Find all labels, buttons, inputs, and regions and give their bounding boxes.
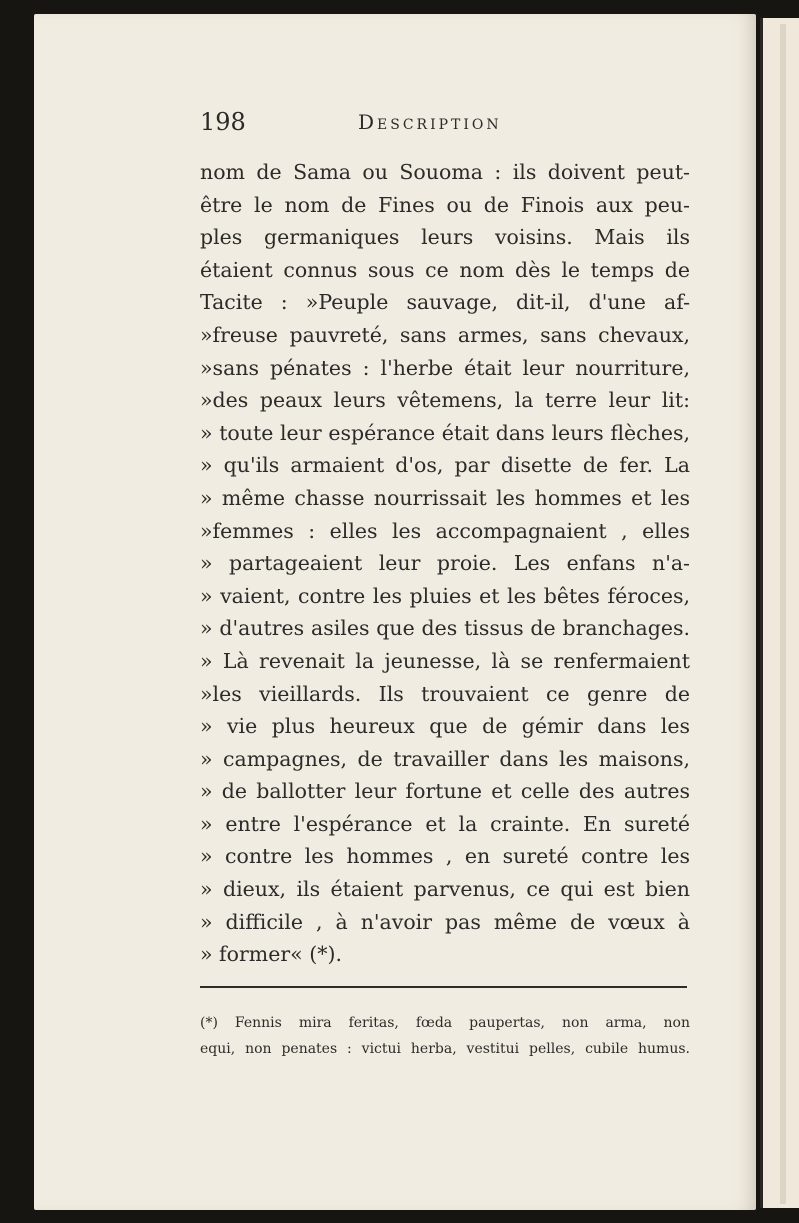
text-line: » vaient, contre les pluies et les bêtes féroces, bbox=[200, 583, 690, 608]
body-text bbox=[200, 156, 690, 971]
page-edge-shadow bbox=[780, 24, 786, 1204]
text-line: nom de Sama ou Souoma : ils doivent peut- bbox=[200, 160, 690, 184]
text-line: » difficile , à n'avoir pas même de vœux à bbox=[200, 909, 690, 934]
running-title: Description bbox=[358, 110, 502, 134]
text-line: » former« (*). bbox=[200, 942, 342, 967]
footnote-line: equi, non penates : victui herba, vestitui pelles, cubile humus. bbox=[200, 1041, 690, 1057]
running-head bbox=[200, 108, 700, 142]
text-line: étaient connus sous ce nom dès le temps de bbox=[200, 257, 690, 282]
page-number: 198 bbox=[200, 108, 246, 136]
text-line: » campagnes, de travailler dans les maisons, bbox=[200, 746, 690, 771]
footnote-line: (*) Fennis mira feritas, fœda paupertas, non arma, non bbox=[200, 1015, 690, 1031]
text-line: »des peaux leurs vêtemens, la terre leur lit: bbox=[200, 388, 690, 413]
text-line: » même chasse nourrissait les hommes et les bbox=[200, 485, 690, 510]
text-line: »sans pénates : l'herbe était leur nourriture, bbox=[200, 355, 690, 380]
text-line: » vie plus heureux que de gémir dans les bbox=[200, 714, 690, 739]
text-line: » qu'ils armaient d'os, par disette de fer. La bbox=[200, 453, 690, 478]
text-line: être le nom de Fines ou de Finois aux peu- bbox=[200, 192, 690, 217]
text-line: Tacite : »Peuple sauvage, dit-il, d'une af- bbox=[200, 290, 690, 315]
footnote-rule bbox=[200, 986, 687, 988]
text-line: »les vieillards. Ils trouvaient ce genre de bbox=[200, 681, 690, 706]
text-line: » Là revenait la jeunesse, là se renfermaient bbox=[200, 648, 690, 673]
text-line: » toute leur espérance était dans leurs flèches, bbox=[200, 420, 690, 445]
text-line: » de ballotter leur fortune et celle des autres bbox=[200, 779, 690, 804]
text-line: » dieux, ils étaient parvenus, ce qui est bien bbox=[200, 877, 690, 902]
text-line: » partageaient leur proie. Les enfans n'a- bbox=[200, 551, 690, 576]
text-line: » d'autres asiles que des tissus de branchages. bbox=[200, 616, 690, 641]
text-line: »freuse pauvreté, sans armes, sans chevaux, bbox=[200, 322, 690, 347]
footnote bbox=[200, 1010, 690, 1062]
text-line: » entre l'espérance et la crainte. En sureté bbox=[200, 811, 690, 836]
text-line: ples germaniques leurs voisins. Mais ils bbox=[200, 225, 690, 250]
text-line: »femmes : elles les accompagnaient , elles bbox=[200, 518, 690, 543]
text-line: » contre les hommes , en sureté contre les bbox=[200, 844, 690, 869]
